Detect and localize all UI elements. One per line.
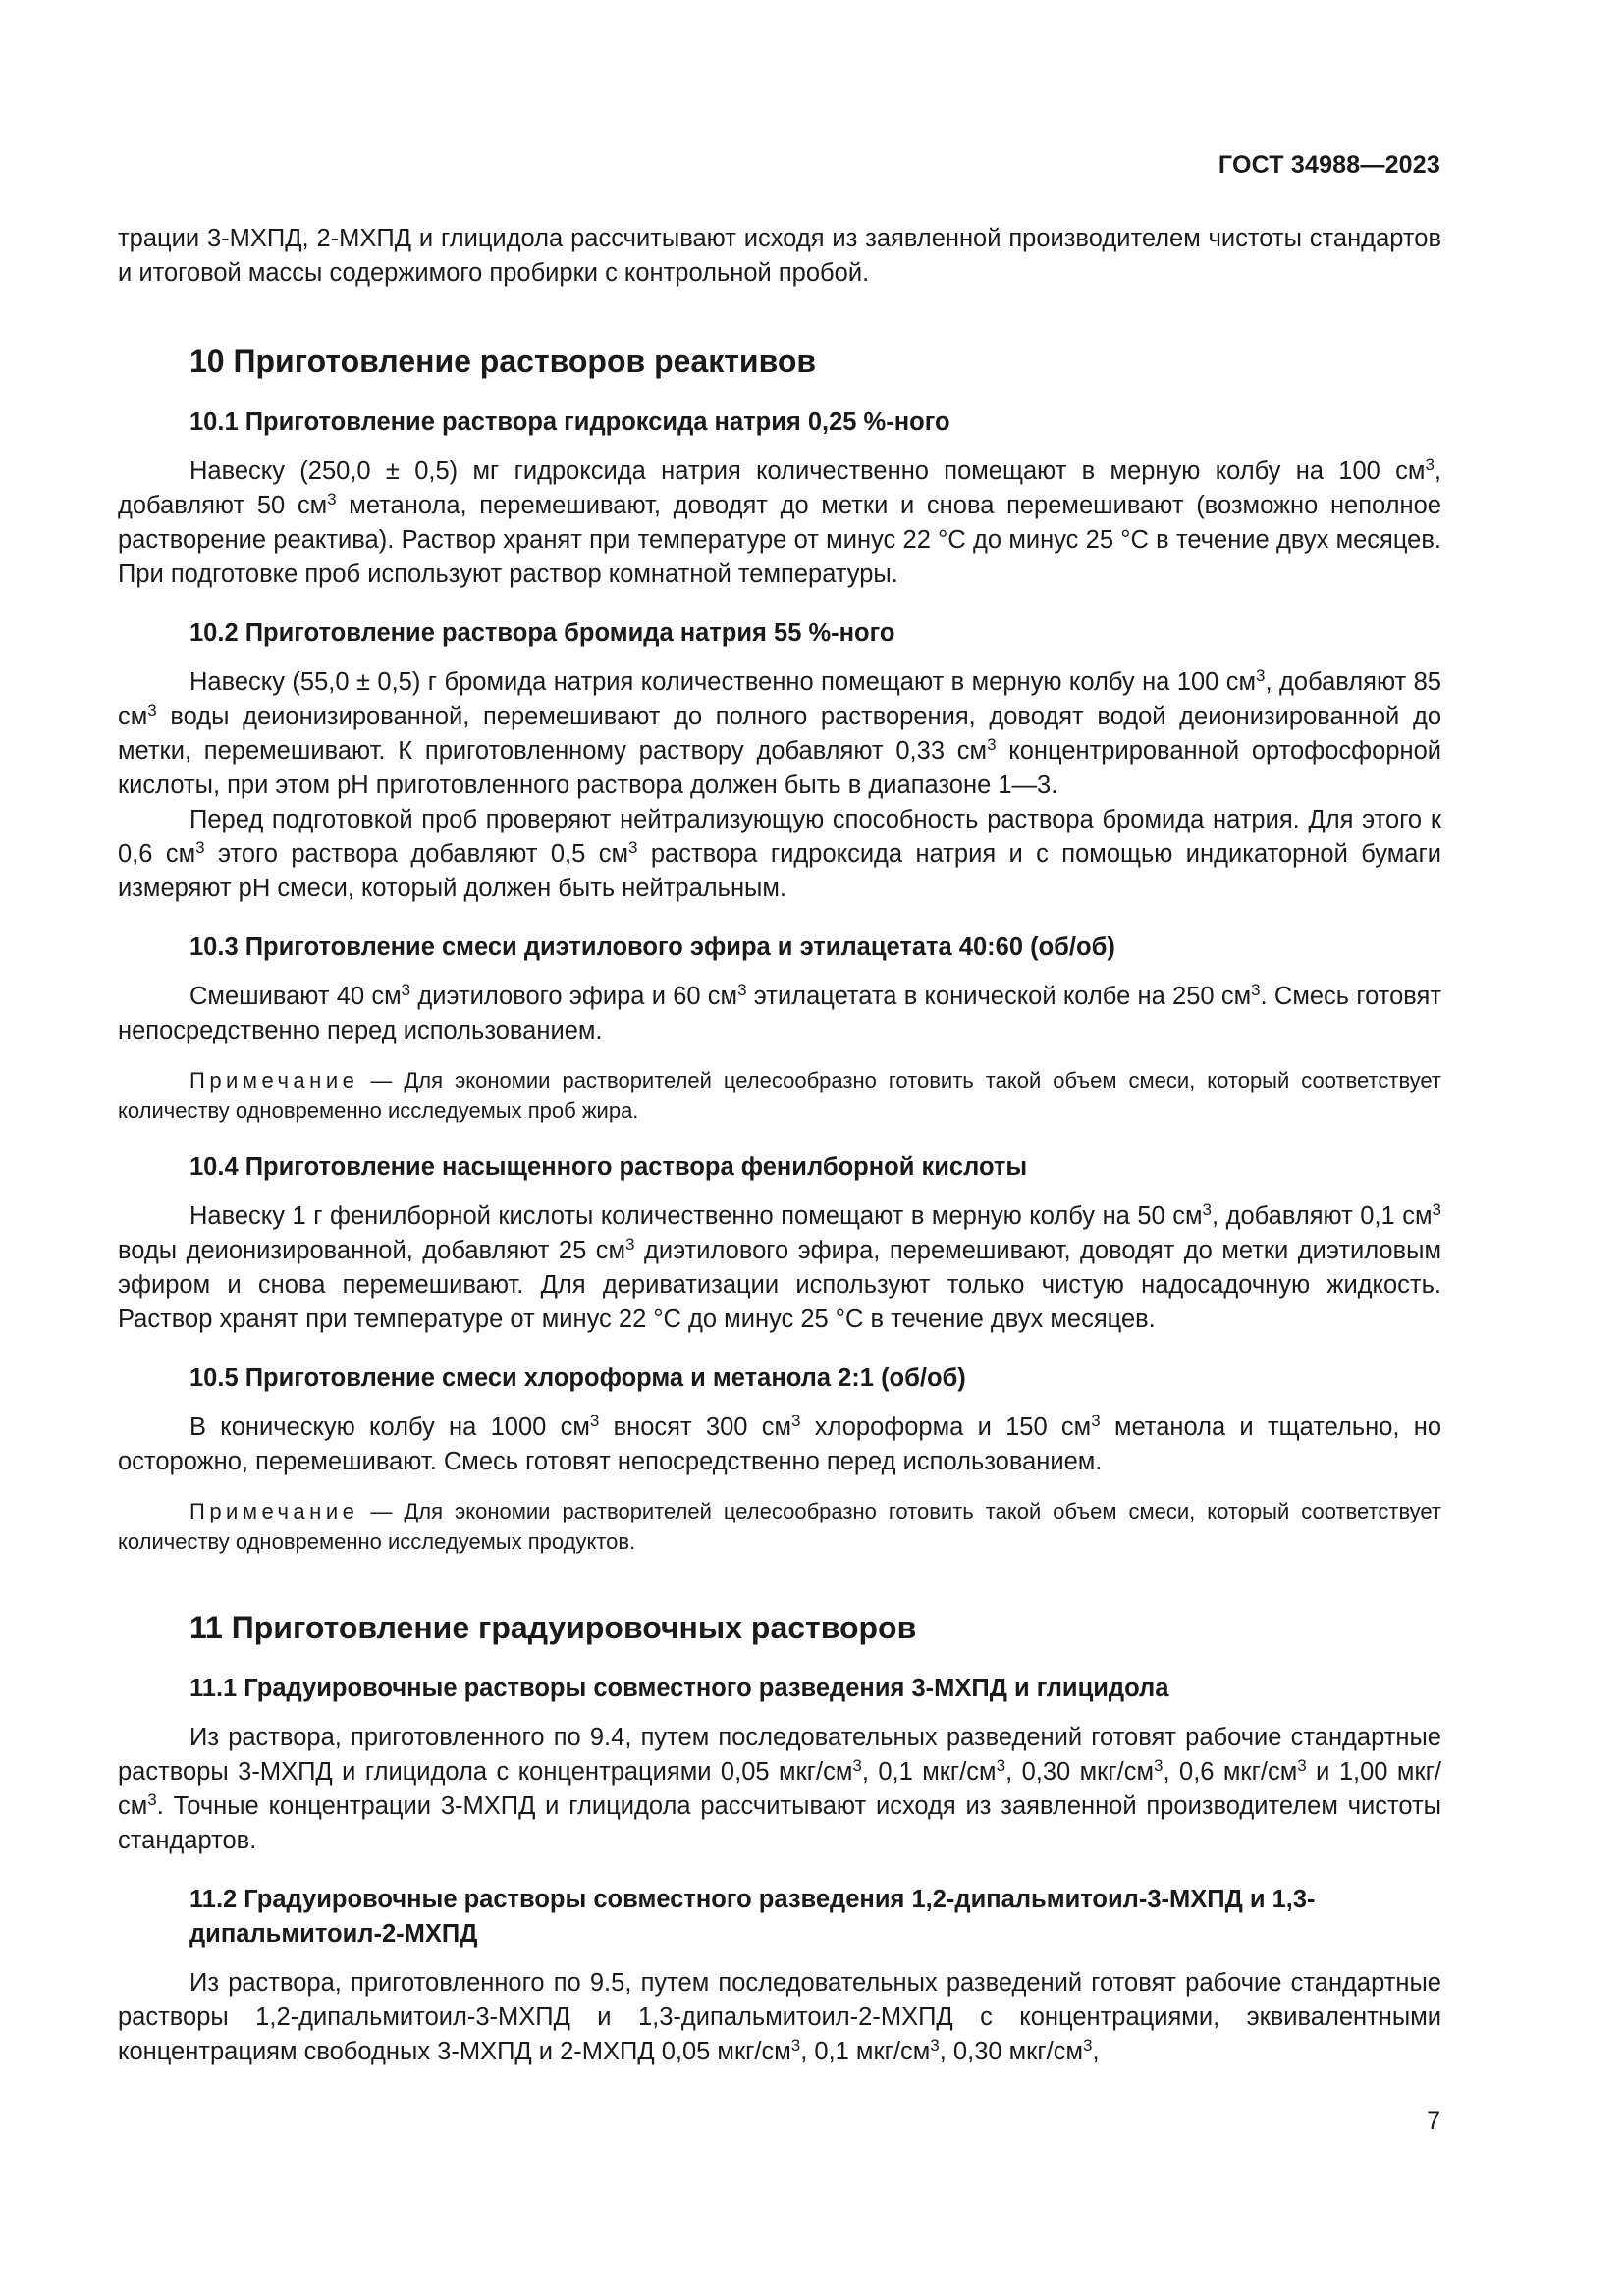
text-segment: . Смесь готовят непосредственно перед использованием. [118,983,1442,1044]
note-text: — Для экономии растворителей целесообразно готовить такой объем смеси, который соответствует количеству одновременно исследуемых продуктов. [118,1499,1441,1554]
intro-paragraph: трации 3-МХПД, 2-МХПД и глицидола рассчитывают исходя из заявленной производителем чистоты стандартов и итоговой массы содержимого пробирки с контрольной пробой. [118,225,1441,287]
text-segment: диэтилового эфира, перемешивают, доводят до метки диэтиловым эфиром и снова перемешивают. Для дериватизации используют только чистую надосадочную жидкость. Раствор хранят при температуре от минус 22 °С до минус 25 °С в течение двух месяцев. [118,1237,1441,1333]
superscript: 3 [1091,1412,1101,1430]
text-segment: воды деионизированной, перемешивают до полного растворения, доводят водой деионизированной до метки, перемешивают. К приготовленному раствору добавляют 0,33 см [118,703,1441,765]
text-segment: этилацетата в конической колбе на 250 см [746,983,1252,1010]
text-segment: метанола, перемешивают, доводят до метки и снова перемешивают (возможно неполное растворение реактива). Раствор хранят при температуре от минус 22 °С до минус 25 °С в течение двух месяцев. При подготовке проб используют раствор комнатной температуры. [118,492,1441,588]
superscript: 3 [147,1790,157,1809]
superscript: 3 [195,838,205,857]
subsection-10-1-paragraph [118,454,1441,592]
text-segment: Навеску (55,0 ± 0,5) г бромида натрия количественно помещают в мерную колбу на 100 см [189,668,1257,696]
text-segment: Перед подготовкой проб проверяют нейтрализующую способность раствора бромида натрия. Для этого к 0,6 см [118,806,1441,868]
superscript: 3 [737,981,747,999]
subsection-10-5-note [118,1496,1441,1557]
subsection-11-1-paragraph [118,1721,1441,1858]
subsection-11-2-paragraph [118,1966,1441,2069]
text-segment: , 0,1 мкг/см [800,2038,931,2065]
subsection-10-4-paragraph [118,1200,1441,1337]
subsection-11-2-title: 11.2 Градуировочные растворы совместного разведения 1,2-дипальмитоил-3-МХПД и 1,3-дипальмитоил-2-МХПД [189,1886,1316,1948]
text-segment: , 0,1 мкг/см [861,1758,997,1786]
note-label: Примечание [189,1068,359,1093]
superscript: 3 [1202,1201,1212,1219]
text-segment: , [1092,2038,1100,2065]
note-text: — Для экономии растворителей целесообразно готовить такой объем смеси, который соответствует количеству одновременно исследуемых проб жира. [118,1068,1441,1123]
text-segment: вносят 300 см [599,1414,792,1441]
superscript: 3 [327,490,337,508]
superscript: 3 [987,735,997,754]
superscript: 3 [625,1235,635,1254]
page-number: 7 [1427,2108,1440,2135]
text-segment: диэтилового эфира и 60 см [410,983,738,1010]
subsection-10-5-title: 10.5 Приготовление смеси хлороформа и метанола 2:1 (об/об) [189,1364,966,1392]
text-segment: Навеску 1 г фенилборной кислоты количественно помещают в мерную колбу на 50 см [189,1202,1203,1230]
superscript: 3 [1154,1756,1164,1775]
text-segment: Навеску (250,0 ± 0,5) мг гидроксида натрия количественно помещают в мерную колбу на 100 см [189,457,1426,485]
text-segment: Из раствора, приготовленного по 9.5, путем последовательных разведений готовят рабочие стандартные растворы 1,2-дипальмитоил-3-МХПД и 1,3-дипальмитоил-2-МХПД с концентрациями, эквивалентными концентрациям свободных 3-МХПД и 2-МХПД 0,05 мкг/см [118,1969,1441,2065]
text-segment: воды деионизированной, добавляют 25 см [118,1237,626,1264]
superscript: 3 [790,2036,801,2055]
text-segment: , 0,30 мкг/см [939,2038,1084,2065]
subsection-10-3-note [118,1065,1441,1126]
superscript: 3 [996,1756,1006,1775]
text-segment: , добавляют 50 см [118,457,1441,519]
text-segment: метанола и тщательно, но осторожно, перемешивают. Смесь готовят непосредственно перед использованием. [118,1414,1441,1475]
text-segment: концентрированной ортофосфорной кислоты, при этом pH приготовленного раствора должен быть в диапазоне 1—3. [118,737,1442,799]
text-segment: , 0,6 мкг/см [1163,1758,1298,1786]
superscript: 3 [852,1756,862,1775]
note-label: Примечание [189,1499,359,1523]
superscript: 3 [1425,455,1435,474]
superscript: 3 [1432,1201,1441,1219]
text-segment: , 0,30 мкг/см [1005,1758,1155,1786]
text-segment: хлороформа и 150 см [800,1414,1092,1441]
text-segment: Из раствора, приготовленного по 9.4, путем последовательных разведений готовят рабочие стандартные растворы 3-МХПД и глицидола с концентрациями 0,05 мкг/см [118,1724,1441,1786]
text-segment: В коническую колбу на 1000 см [189,1414,590,1441]
text-segment: , добавляют 85 см [118,668,1441,730]
text-segment: и 1,00 мкг/см [118,1758,1441,1820]
superscript: 3 [791,1412,801,1430]
text-segment: этого раствора добавляют 0,5 см [204,840,628,868]
section-10-title: 10 Приготовление растворов реактивов [189,344,817,379]
superscript: 3 [1297,1756,1307,1775]
subsection-10-3-title: 10.3 Приготовление смеси диэтилового эфира и этилацетата 40:60 (об/об) [189,934,1115,961]
superscript: 3 [1256,667,1266,685]
subsection-11-1-title: 11.1 Градуировочные растворы совместного разведения 3-МХПД и глицидола [189,1675,1169,1702]
text-segment: раствора гидроксида натрия и с помощью индикаторной бумаги измеряют pH смеси, который должен быть нейтральным. [118,840,1441,902]
superscript: 3 [589,1412,600,1430]
superscript: 3 [1251,981,1261,999]
document-code-header: ГОСТ 34988—2023 [1218,151,1440,179]
text-segment: . Точные концентрации 3-МХПД и глицидола рассчитывают исходя из заявленной производителем чистоты стандартов. [118,1792,1441,1854]
superscript: 3 [930,2036,940,2055]
subsection-10-2-title: 10.2 Приготовление раствора бромида натрия 55 %-ного [189,619,895,647]
page-content [118,222,1441,2069]
superscript: 3 [1083,2036,1093,2055]
subsection-10-5-paragraph [118,1411,1441,1479]
subsection-10-2-paragraph-2 [118,803,1441,906]
text-segment: Смешивают 40 см [189,983,402,1010]
superscript: 3 [147,701,157,720]
subsection-10-1-title: 10.1 Приготовление раствора гидроксида натрия 0,25 %-ного [189,408,950,436]
section-11-title: 11 Приготовление градуировочных растворов [189,1610,917,1645]
superscript: 3 [627,838,638,857]
superscript: 3 [401,981,411,999]
text-segment: , добавляют 0,1 см [1211,1202,1433,1230]
subsection-10-3-paragraph [118,980,1441,1048]
subsection-10-2-paragraph-1 [118,666,1441,803]
subsection-10-4-title: 10.4 Приготовление насыщенного раствора фенилборной кислоты [189,1153,1028,1181]
